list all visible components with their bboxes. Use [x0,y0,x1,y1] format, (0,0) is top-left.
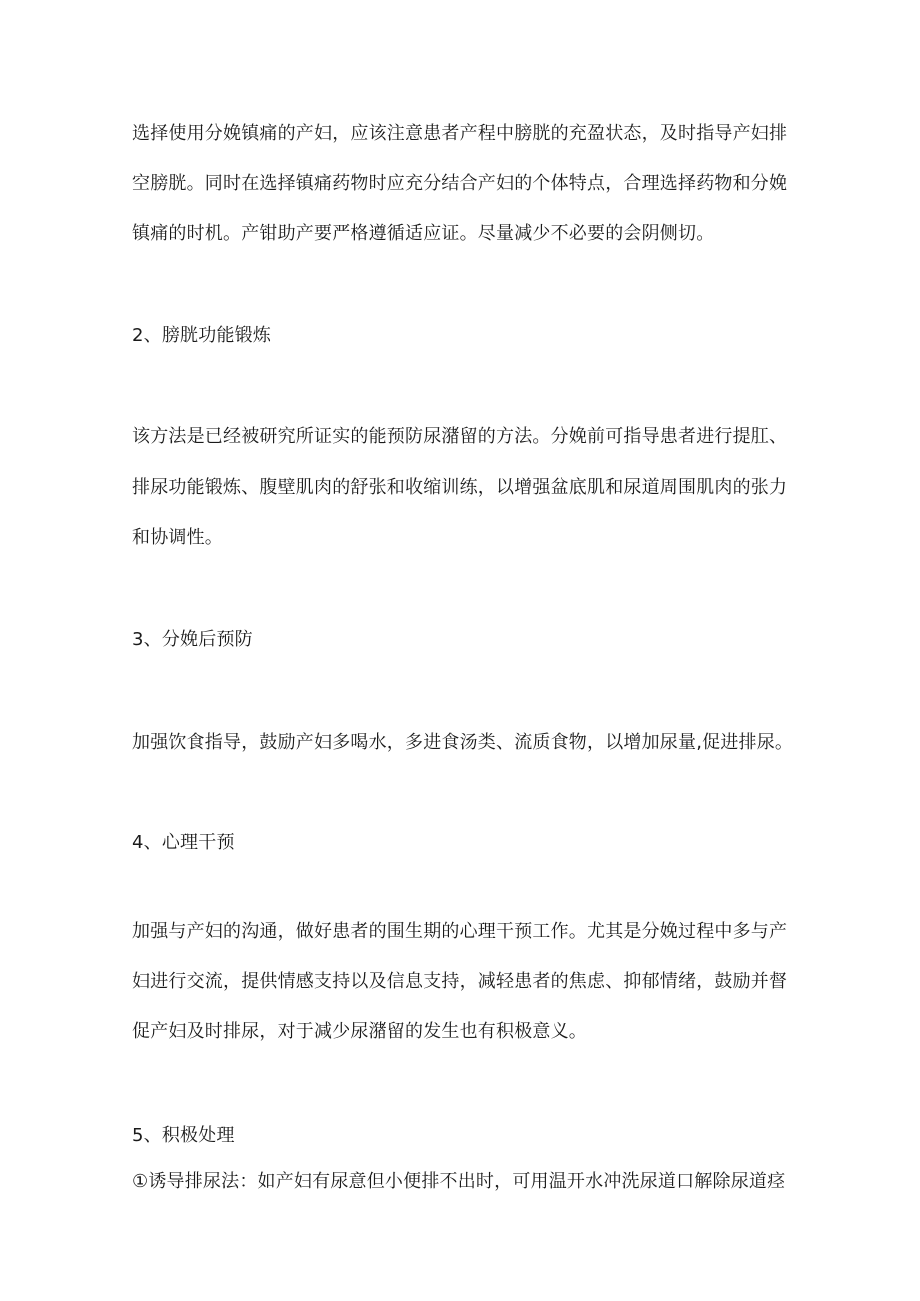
paragraph-line: 空膀胱。同时在选择镇痛药物时应充分结合产妇的个体特点，合理选择药物和分娩 [132,173,788,194]
paragraph-line: 加强饮食指导，鼓励产妇多喝水，多进食汤类、流质食物，以增加尿量,促进排尿。 [132,732,794,753]
section-heading: 2、膀胱功能锻炼 [132,325,272,346]
paragraph-line: 选择使用分娩镇痛的产妇，应该注意患者产程中膀胱的充盈状态，及时指导产妇排 [132,123,788,144]
paragraph-line: 加强与产妇的沟通，做好患者的围生期的心理干预工作。尤其是分娩过程中多与产 [132,921,788,942]
paragraph-line: 排尿功能锻炼、腹壁肌肉的舒张和收缩训练，以增强盆底肌和尿道周围肌肉的张力 [132,477,788,498]
paragraph-line: 镇痛的时机。产钳助产要严格遵循适应证。尽量减少不必要的会阴侧切。 [132,223,715,244]
section-heading: 3、分娩后预防 [132,629,253,650]
paragraph-line: 促产妇及时排尿，对于减少尿潴留的发生也有积极意义。 [132,1021,587,1042]
paragraph-line: 该方法是已经被研究所证实的能预防尿潴留的方法。分娩前可指导患者进行提肛、 [132,426,788,447]
paragraph-line: 妇进行交流，提供情感支持以及信息支持，减轻患者的焦虑、抑郁情绪，鼓励并督 [132,971,788,992]
paragraph-line: ①诱导排尿法：如产妇有尿意但小便排不出时，可用温开水冲洗尿道口解除尿道痉 [132,1171,786,1192]
section-heading: 4、心理干预 [132,832,235,853]
paragraph-line: 和协调性。 [132,527,223,548]
section-heading: 5、积极处理 [132,1125,235,1146]
